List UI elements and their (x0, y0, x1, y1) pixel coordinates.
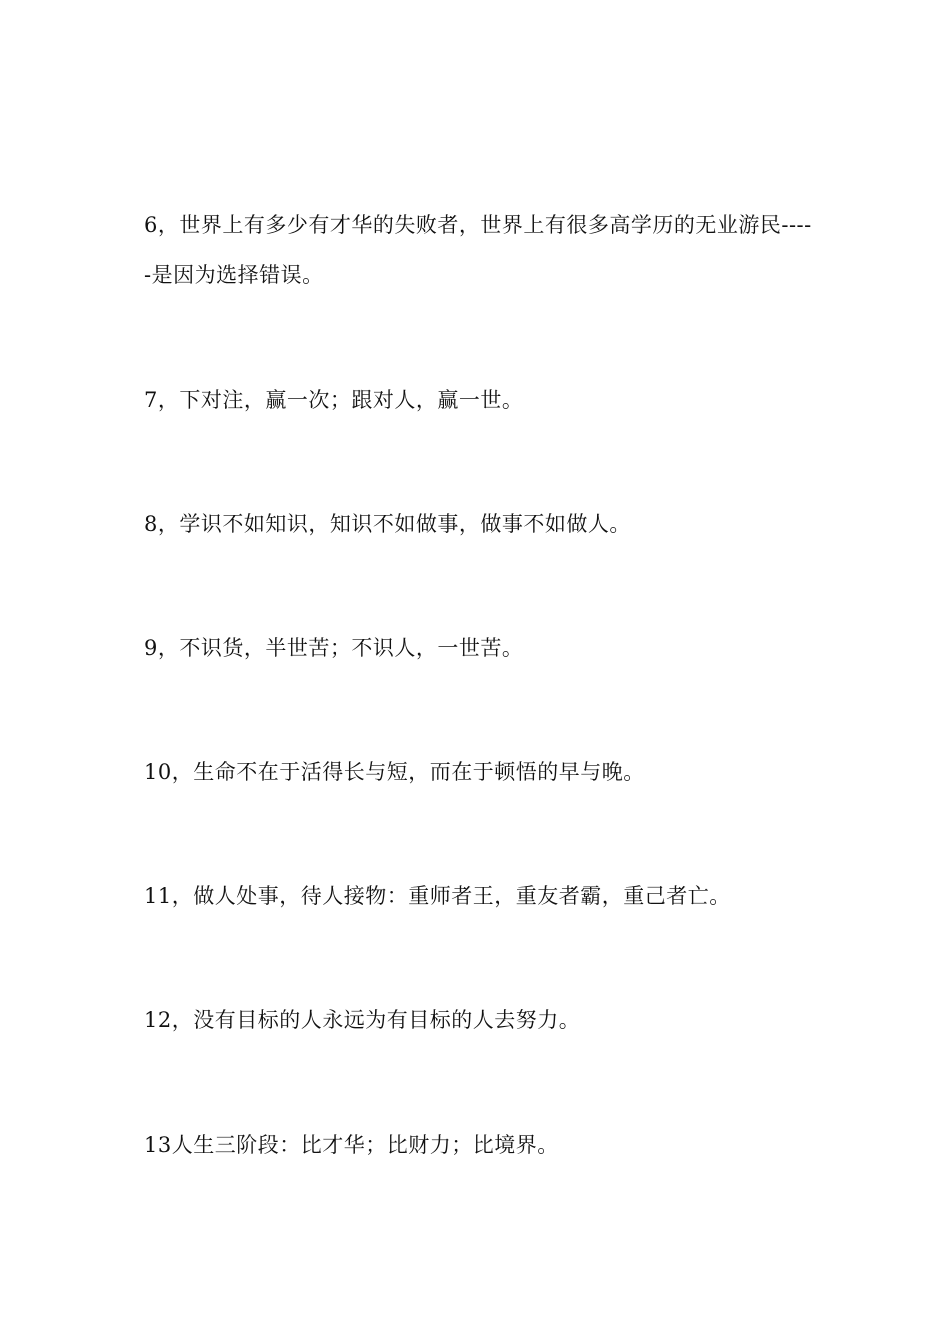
paragraph-item-11: 11，做人处事，待人接物：重师者王，重友者霸，重己者亡。 (144, 884, 731, 908)
paragraph-item-7: 7，下对注，赢一次；跟对人，赢一世。 (144, 388, 524, 412)
paragraph-item-9: 9，不识货，半世苦；不识人，一世苦。 (144, 636, 524, 660)
paragraph-item-8: 8，学识不如知识，知识不如做事，做事不如做人。 (144, 512, 631, 536)
paragraph-item-6: 6，世界上有多少有才华的失败者，世界上有很多高学历的无业游民-----是因为选择错误。 (144, 213, 812, 287)
paragraph-item-13: 13人生三阶段：比才华；比财力；比境界。 (144, 1133, 559, 1157)
paragraph-item-10: 10，生命不在于活得长与短，而在于顿悟的早与晚。 (144, 760, 645, 784)
paragraph-item-12: 12，没有目标的人永远为有目标的人去努力。 (144, 1008, 581, 1032)
